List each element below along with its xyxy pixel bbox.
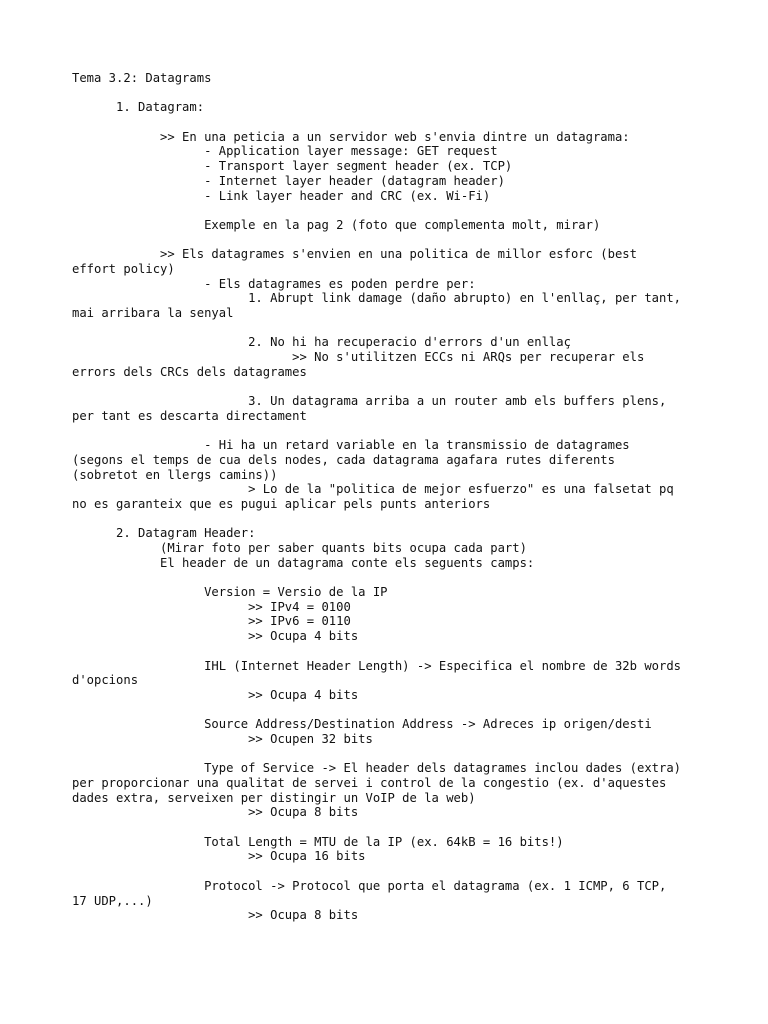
- text-line: - Link layer header and CRC (ex. Wi-Fi): [72, 188, 491, 203]
- text-line: per proporcionar una qualitat de servei i control de la congestio (ex. d'aquestes: [72, 776, 667, 790]
- text-line: Tema 3.2: Datagrams: [72, 71, 212, 85]
- text-line: 2. Datagram Header:: [72, 526, 256, 541]
- text-line: errors dels CRCs dels datagrames: [72, 364, 307, 379]
- text-line: - Application layer message: GET request: [72, 144, 498, 159]
- text-line: Source Address/Destination Address -> Adreces ip origen/desti: [72, 717, 652, 732]
- text-line: >> No s'utilitzen ECCs ni ARQs per recuperar els: [72, 350, 645, 365]
- blank-line: [72, 321, 712, 336]
- blank-line: [72, 203, 712, 218]
- blank-line: [72, 379, 712, 394]
- text-line: Protocol -> Protocol que porta el datagrama (ex. 1 ICMP, 6 TCP,: [72, 878, 667, 893]
- blank-line: [72, 864, 712, 879]
- text-line: >> IPv6 = 0110: [72, 614, 351, 629]
- text-line: >> Ocupa 4 bits: [72, 687, 359, 702]
- text-line: - Transport layer segment header (ex. TCP): [72, 159, 513, 174]
- blank-line: [72, 820, 712, 835]
- text-line: 2. No hi ha recuperacio d'errors d'un enllaç: [72, 335, 571, 350]
- text-line: mai arribara la senyal: [72, 306, 234, 320]
- text-line: - Internet layer header (datagram header): [72, 173, 505, 188]
- text-line: no es garanteix que es pugui aplicar pels punts anteriors: [72, 496, 491, 511]
- blank-line: [72, 424, 712, 439]
- text-line: IHL (Internet Header Length) -> Especifica el nombre de 32b words: [72, 658, 682, 673]
- blank-line: [72, 115, 712, 130]
- text-line: >> Ocupa 4 bits: [72, 629, 359, 644]
- text-line: 17 UDP,...): [72, 893, 153, 908]
- text-line: per tant es descarta directament: [72, 408, 307, 423]
- blank-line: [72, 512, 712, 527]
- text-line: Exemple en la pag 2 (foto que complementa molt, mirar): [72, 217, 601, 232]
- text-line: Total Length = MTU de la IP (ex. 64kB = 16 bits!): [72, 834, 564, 849]
- text-line: 1. Abrupt link damage (daño abrupto) en l'enllaç, per tant,: [72, 291, 682, 306]
- blank-line: [72, 86, 712, 101]
- text-line: - Els datagrames es poden perdre per:: [72, 276, 476, 291]
- blank-line: [72, 233, 712, 248]
- blank-line: [72, 703, 712, 718]
- text-line: Type of Service -> El header dels datagrames inclou dades (extra): [72, 761, 682, 776]
- text-line: - Hi ha un retard variable en la transmissio de datagrames: [72, 438, 630, 453]
- text-line: effort policy): [72, 261, 175, 276]
- text-line: Version = Versio de la IP: [72, 585, 388, 600]
- text-line: > Lo de la "politica de mejor esfuerzo" es una falsetat pq: [72, 482, 674, 497]
- text-line: 3. Un datagrama arriba a un router amb els buffers plens,: [72, 394, 667, 409]
- text-line: (Mirar foto per saber quants bits ocupa cada part): [72, 541, 527, 555]
- text-line: >> Ocupa 8 bits: [72, 908, 359, 923]
- text-line: >> IPv4 = 0100: [72, 599, 351, 614]
- blank-line: [72, 570, 712, 585]
- text-line: >> Els datagrames s'envien en una politica de millor esforc (best: [72, 247, 637, 262]
- text-line: 1. Datagram:: [72, 100, 205, 115]
- text-line: d'opcions: [72, 673, 139, 688]
- blank-line: [72, 644, 712, 659]
- text-line: >> Ocupa 8 bits: [72, 805, 359, 820]
- document-page: [72, 71, 712, 923]
- text-line: >> Ocupa 16 bits: [72, 849, 366, 864]
- text-line: (sobretot en llergs camins)): [72, 467, 278, 482]
- text-line: El header de un datagrama conte els seguents camps:: [72, 555, 535, 570]
- text-line: dades extra, serveixen per distingir un VoIP de la web): [72, 790, 476, 805]
- text-line: (segons el temps de cua dels nodes, cada datagrama agafara rutes diferents: [72, 452, 615, 467]
- blank-line: [72, 747, 712, 762]
- text-line: >> Ocupen 32 bits: [72, 731, 373, 746]
- text-line: >> En una peticia a un servidor web s'envia dintre un datagrama:: [72, 129, 630, 144]
